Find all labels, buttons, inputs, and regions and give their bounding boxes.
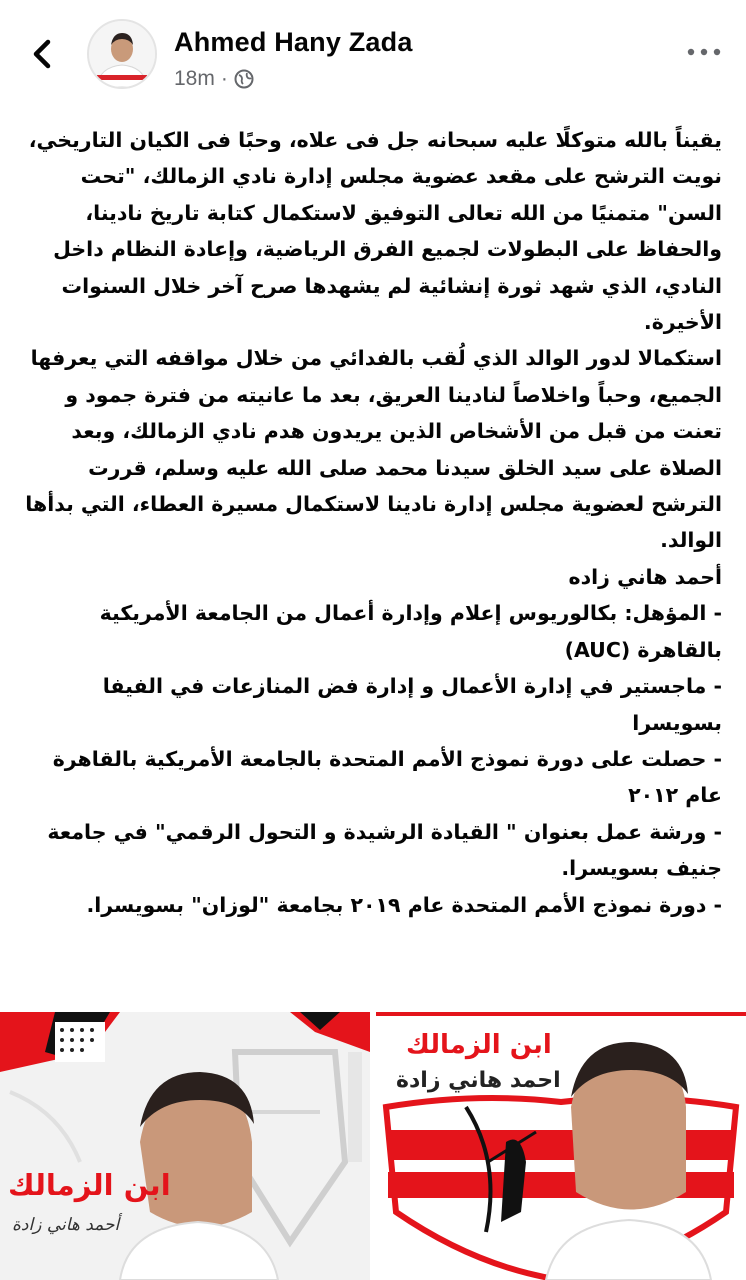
poster-subtitle: أحمد هاني زادة bbox=[12, 1215, 120, 1235]
post-time[interactable]: 18m bbox=[174, 67, 215, 90]
avatar[interactable] bbox=[87, 19, 157, 89]
post-header bbox=[0, 0, 746, 110]
post-paragraph: - ماجستير في إدارة الأعمال و إدارة فض المنازعات في الفيفا بسويسرا bbox=[102, 674, 722, 735]
post-paragraph: أحمد هاني زاده bbox=[568, 564, 722, 589]
more-options-button[interactable] bbox=[686, 42, 722, 62]
post-photos bbox=[0, 1012, 746, 1280]
chevron-left-icon bbox=[26, 34, 62, 74]
back-button[interactable] bbox=[26, 34, 62, 74]
avatar-portrait-icon bbox=[89, 21, 155, 87]
post-paragraph: - المؤهل: بكالوريوس إعلام وإدارة أعمال من الجامعة الأمريكية بالقاهرة (AUC) bbox=[99, 601, 722, 662]
poster-title: ابن الزمالك bbox=[8, 1168, 171, 1202]
post-paragraph: استكمالا لدور الوالد الذي لُقب بالفدائي من خلال مواقفه التي يعرفها الجميع، وحباً واخلاصاً لنادينا العريق، بعد ما عانيته من فترة جمود و تعنت من قبل من الأشخاص الذين يريدون هدم نادي الزمالك، وبعد الصلاة على سيد الخلق سيدنا محمد صلى الله عليه وسلم، قررت الترشح لعضوية مجلس إدارة نادينا لاستكمال مسيرة العطاء، التي بدأها الوالد. bbox=[25, 346, 722, 553]
meta-separator: · bbox=[220, 67, 228, 90]
post-paragraph: يقيناً بالله متوكلًا عليه سبحانه جل فى علاه، وحبًا فى الكيان التاريخي، نويت الترشح على مقعد عضوية مجلس إدارة نادي الزمالك، "تحت السن" متمنيًا من الله تعالى التوفيق لاستكمال كتابة تاريخ نادينا، والحفاظ على البطولات لجميع الفرق الرياضية، وإعادة النظام داخل النادي، الذي شهد ثورة إنشائية لم يشهدها صرح آخر خلال السنوات الأخيرة. bbox=[28, 128, 722, 335]
post-paragraph: - ورشة عمل بعنوان " القيادة الرشيدة و التحول الرقمي" في جامعة جنيف بسويسرا. bbox=[47, 819, 722, 881]
post-meta bbox=[174, 67, 254, 91]
poster-title: ابن الزمالك bbox=[406, 1030, 552, 1060]
more-horizontal-icon bbox=[686, 42, 722, 62]
photo-left[interactable] bbox=[0, 1012, 370, 1280]
post-body bbox=[24, 122, 722, 923]
author-name[interactable]: Ahmed Hany Zada bbox=[174, 27, 413, 57]
post-paragraph: - دورة نموذج الأمم المتحدة عام ٢٠١٩ بجامعة "لوزان" بسويسرا. bbox=[86, 892, 722, 917]
poster-subtitle: احمد هاني زادة bbox=[396, 1068, 561, 1093]
post-paragraph: - حصلت على دورة نموذج الأمم المتحدة بالجامعة الأمريكية بالقاهرة عام ٢٠١٢ bbox=[52, 746, 722, 808]
campaign-poster-left-art bbox=[0, 1012, 370, 1280]
photo-right[interactable] bbox=[376, 1012, 746, 1280]
globe-icon[interactable] bbox=[234, 69, 254, 89]
